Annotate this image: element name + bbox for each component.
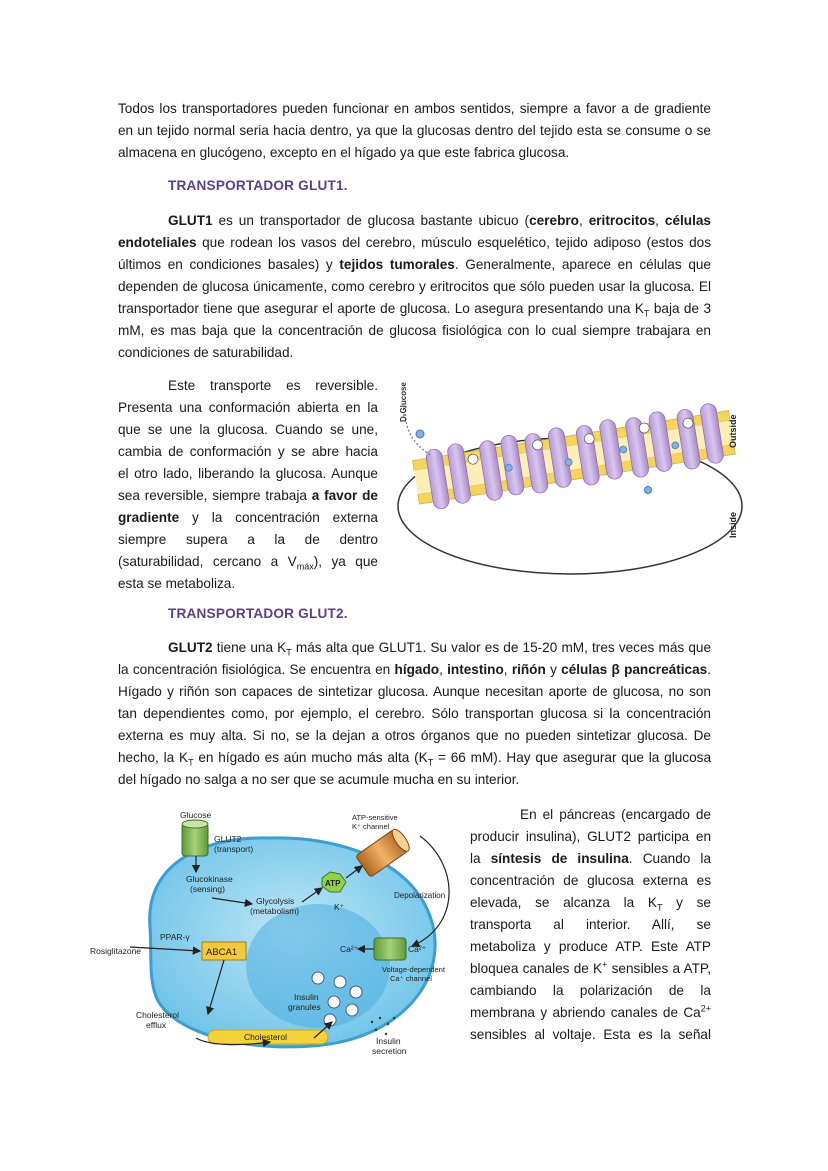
label-ca-outer: Ca²⁺ — [408, 944, 427, 954]
label-voltage-1: Voltage-dependent — [382, 965, 445, 974]
calcium-channel-icon — [374, 938, 406, 960]
label-inside: Inside — [728, 511, 738, 538]
paragraph-glut1: GLUT1 es un transportador de glucosa bastante ubicuo (cerebro, eritrocitos, células endoteliales que rodean los vasos del cerebro, músculo esquelético, tejido adiposo (estos dos últimos en condiciones basales) y tejidos tumorales. Generalmente, aparece en células que dependen de glucosa únicamente, como cerebro y eritrocitos que sólo pueden usar la glucosa. El transportador tiene que asegurar el aporte de glucosa. Lo asegura presentando una $K_T$ baja de 3 mM, es mas baja que la concentración de glucosa fisiológica con lo cual siempre trabajara en condiciones de saturabilidad. — [118, 213, 712, 360]
paragraph-glut2: GLUT2 tiene una $K_T$ más alta que GLUT1. Su valor es de 15-20 mM, tres veces más que la concentración fisiológica. Se encuentra en hígado, intestino, riñón y células β pancreáticas. Hígado y riñón son capaces de sintetizar glucosa. Aunque necesitan aporte de glucosa, no son tan dependientes como, por ejemplo, el cerebro. Sólo transportan glucosa si la concentración externa es muy alta. Si no, se la dejan a otros órganos que no pueden sintetizar glucosa. De hecho, la $K_T$ en hígado es aún mucho más alta ($K_T = 66$ mM). Hay que asegurar que la glucosa del hígado no salga a no ser que se acumule mucha en su interior. — [118, 640, 712, 787]
glucose-molecule-icon — [416, 430, 424, 438]
glucose-released-icon — [645, 487, 652, 494]
glut1-membrane-figure — [392, 378, 744, 583]
label-glucose: Glucose — [180, 810, 212, 820]
label-transport: (transport) — [214, 844, 254, 854]
glut2-transporter-icon — [182, 824, 208, 856]
label-depolarization: Depolarization — [394, 891, 446, 900]
heading-glut2: TRANSPORTADOR GLUT2. — [168, 606, 348, 621]
label-ppar: PPAR-γ — [160, 932, 190, 942]
label-sensing: (sensing) — [190, 884, 225, 894]
label-kplus: K⁺ — [334, 902, 345, 912]
label-efflux-2: efflux — [146, 1020, 167, 1030]
label-rosiglitazone: Rosiglitazone — [90, 946, 142, 956]
label-glucokinase: Glucokinase — [186, 874, 233, 884]
label-granules-2: granules — [288, 1002, 321, 1012]
label-metabolism: (metabolism) — [250, 906, 300, 916]
label-glycolysis: Glycolysis — [256, 896, 295, 906]
label-atp: ATP — [325, 879, 341, 888]
label-ca-inner: Ca²⁺ — [340, 944, 359, 954]
label-secretion-2: secretion — [372, 1046, 407, 1056]
label-granules-1: Insulin — [294, 992, 319, 1002]
paragraph-reversible: Este transporte es reversible. Presenta una conformación abierta en la que se une la glucosa. Cuando se une, cambia de conformación y se abre hacia el otro lado, liberando la glucosa. Aunque sea reversible, siempre trabaja a favor de gradiente y la concentración externa siempre supera a la de dentro (saturabilidad, cercano a $V_{máx}$), ya que esta se metaboliza. — [118, 378, 378, 591]
label-outside: Outside — [728, 414, 738, 448]
label-glut2: GLUT2 — [214, 834, 242, 844]
membrane-band — [411, 401, 737, 512]
heading-glut1: TRANSPORTADOR GLUT1. — [168, 178, 348, 193]
beta-cell-figure — [90, 806, 462, 1062]
label-d-glucose: D-Glucose — [399, 381, 408, 422]
paragraph-intro: Todos los transportadores pueden funcionar en ambos sentidos, siempre a favor a de gradiente en un tejido normal seria hacia dentro, ya que la glucosas dentro del tejido esta se consume o se almacena en glucógeno, excepto en el hígado ya que este fabrica glucosa. — [118, 101, 711, 160]
label-secretion-1: Insulin — [376, 1036, 401, 1046]
label-katp-2: K⁺ channel — [352, 822, 390, 831]
label-abca1: ABCA1 — [206, 947, 238, 958]
label-efflux-1: Cholesterol — [136, 1010, 179, 1020]
label-katp-1: ATP-sensitive — [352, 813, 398, 822]
paragraph-pancreas: En el páncreas (encargado de producir insulina), GLUT2 participa en la síntesis de insulina. Cuando la concentración de glucosa externa es elevada, se alcanza la $K_T$ y se transporta al interior. Allí, se metaboliza y produce ATP. Este ATP bloquea canales de K+ sensibles a ATP, cambiando la polarización de la membrana y abriendo canales de $Ca^{2+}$ sensibles al voltaje. Esta es la señal — [470, 807, 712, 1042]
label-voltage-2: Ca⁺ channel — [390, 974, 432, 983]
label-cholesterol: Cholesterol — [244, 1032, 287, 1042]
